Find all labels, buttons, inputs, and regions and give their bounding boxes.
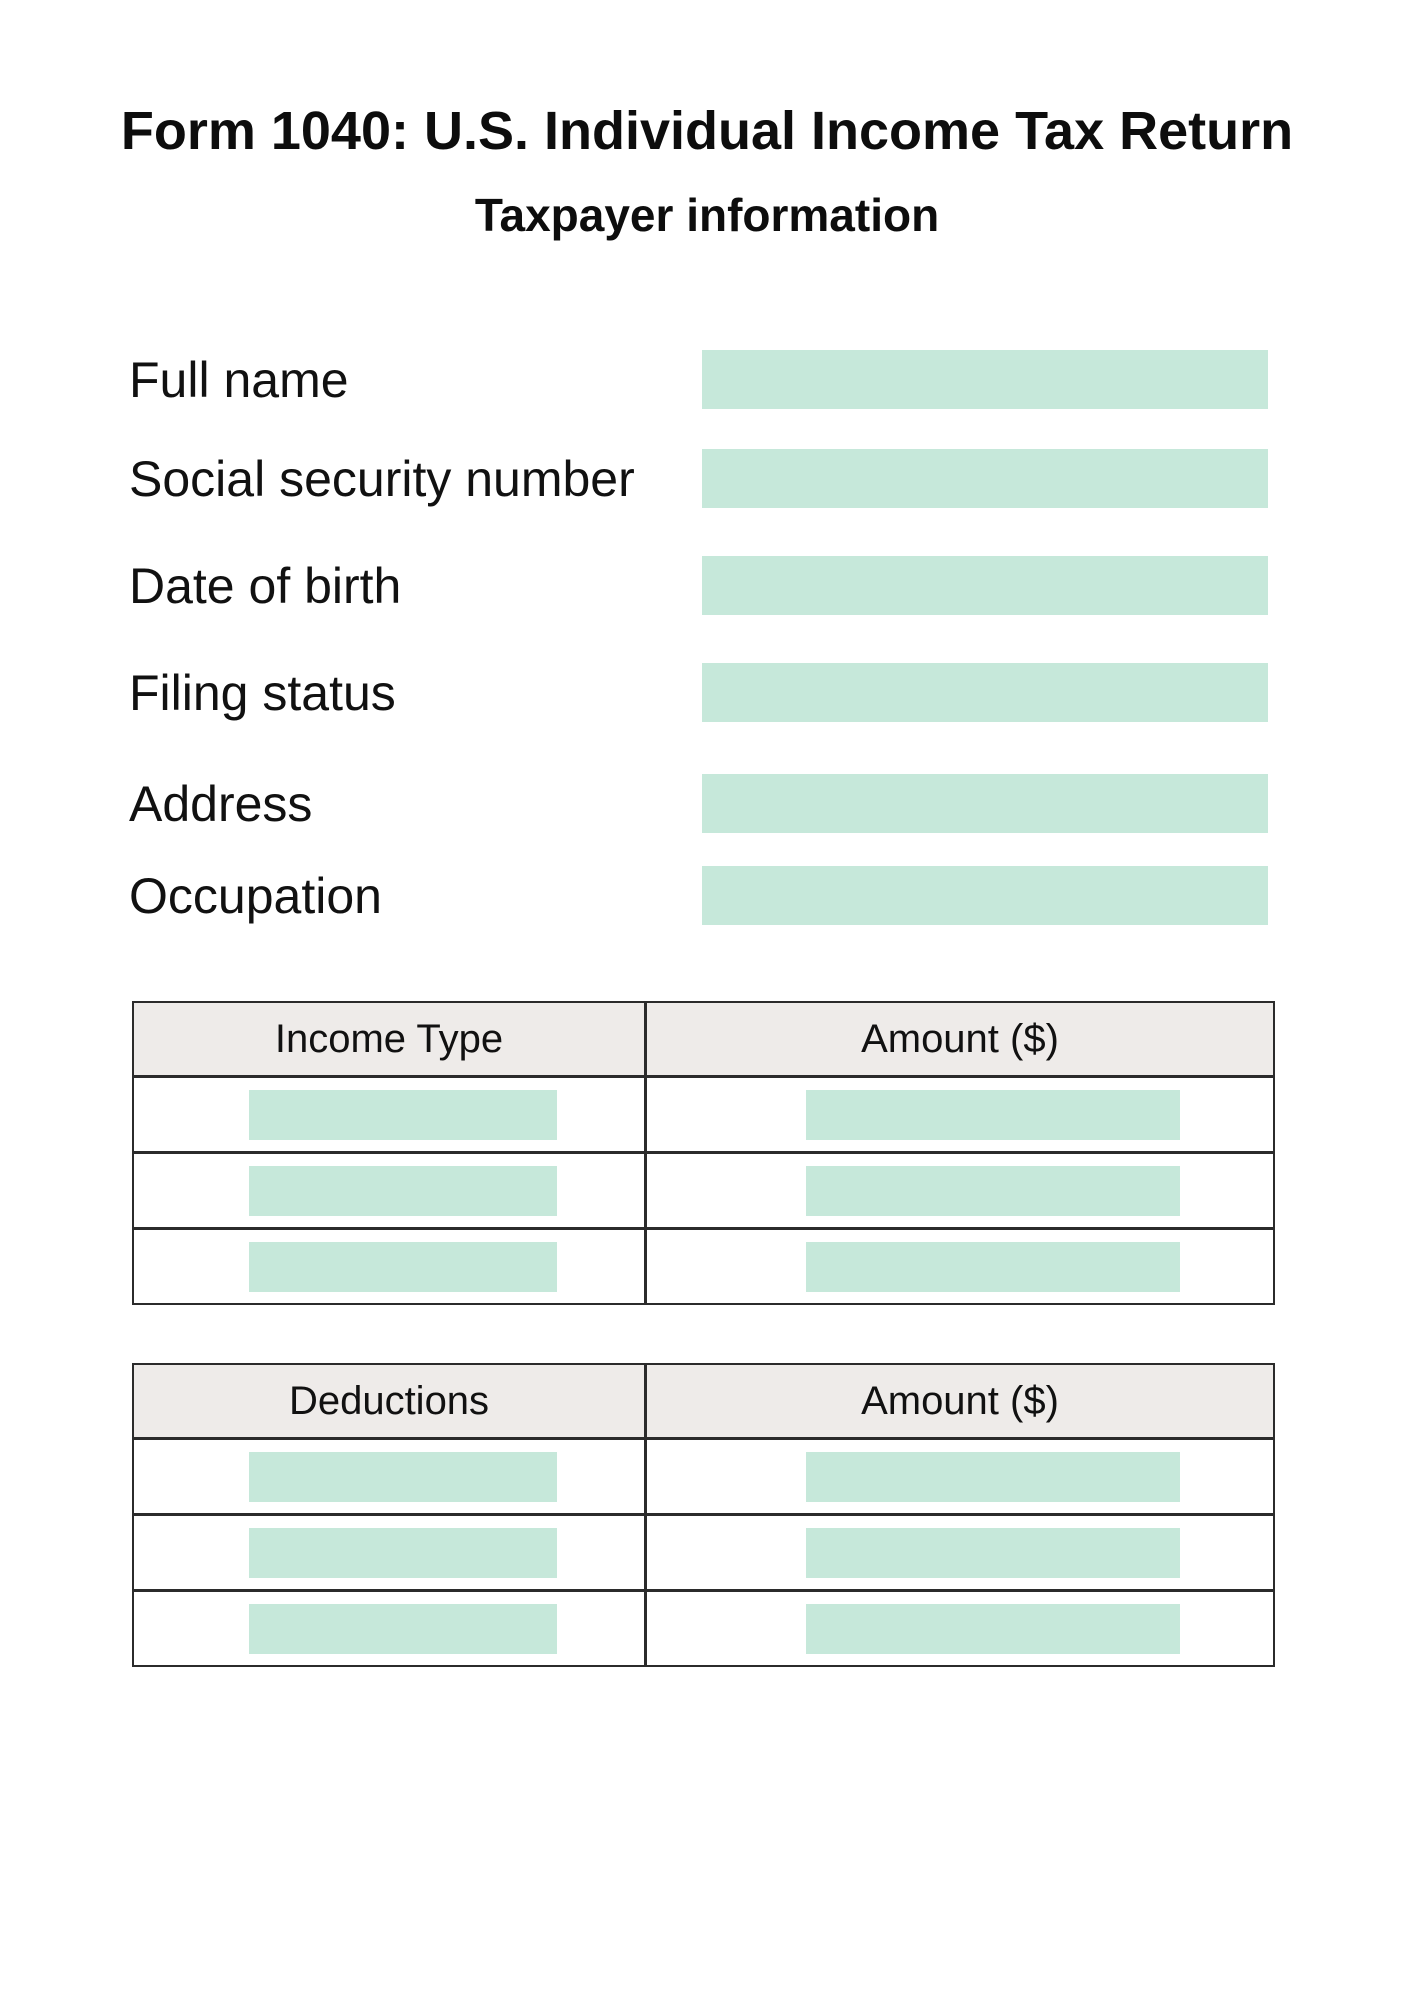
income-row-3-amount-input[interactable] <box>806 1242 1180 1292</box>
deductions-row-3-type-input[interactable] <box>249 1604 557 1654</box>
field-row-occupation <box>0 866 1414 925</box>
field-row-filing-status <box>0 663 1414 722</box>
income-amount-header: Amount ($) <box>861 1016 1059 1061</box>
deductions-row-2-type-input[interactable] <box>249 1528 557 1578</box>
deductions-table-row-2 <box>134 1516 1273 1592</box>
page-subtitle: Taxpayer information <box>474 189 940 241</box>
full-name-label: Full name <box>129 351 349 408</box>
occupation-input[interactable] <box>702 866 1268 925</box>
field-row-address <box>0 774 1414 833</box>
address-input[interactable] <box>702 774 1268 833</box>
deductions-table <box>132 1363 1275 1667</box>
deductions-row-1-type-input[interactable] <box>249 1452 557 1502</box>
occupation-label: Occupation <box>129 867 382 924</box>
deductions-row-3-amount-input[interactable] <box>806 1604 1180 1654</box>
income-table-row-2 <box>134 1154 1273 1230</box>
income-row-1-type-input[interactable] <box>249 1090 557 1140</box>
field-row-ssn <box>0 449 1414 508</box>
income-type-header: Income Type <box>134 1003 647 1075</box>
filing-status-label: Filing status <box>129 664 396 721</box>
field-row-date-of-birth <box>0 556 1414 615</box>
income-row-2-amount-input[interactable] <box>806 1166 1180 1216</box>
date-of-birth-label: Date of birth <box>129 557 402 614</box>
address-label: Address <box>129 775 313 832</box>
income-table-header-row <box>134 1003 1273 1078</box>
ssn-label: Social security number <box>129 450 635 507</box>
deductions-row-2-amount-input[interactable] <box>806 1528 1180 1578</box>
income-table-row-1 <box>134 1078 1273 1154</box>
income-row-2-type-input[interactable] <box>249 1166 557 1216</box>
deductions-table-header-row <box>134 1365 1273 1440</box>
page-title: Form 1040: U.S. Individual Income Tax Return <box>120 101 1294 161</box>
income-row-3-type-input[interactable] <box>249 1242 557 1292</box>
income-table <box>132 1001 1275 1305</box>
deductions-amount-header: Amount ($) <box>861 1378 1059 1423</box>
deductions-table-row-3 <box>134 1592 1273 1665</box>
income-table-row-3 <box>134 1230 1273 1303</box>
income-row-1-amount-input[interactable] <box>806 1090 1180 1140</box>
deductions-table-row-1 <box>134 1440 1273 1516</box>
filing-status-input[interactable] <box>702 663 1268 722</box>
deductions-row-1-amount-input[interactable] <box>806 1452 1180 1502</box>
field-row-full-name <box>0 350 1414 409</box>
ssn-input[interactable] <box>702 449 1268 508</box>
taxpayer-fields-section <box>0 350 1414 930</box>
date-of-birth-input[interactable] <box>702 556 1268 615</box>
deductions-header: Deductions <box>134 1365 647 1437</box>
full-name-input[interactable] <box>702 350 1268 409</box>
